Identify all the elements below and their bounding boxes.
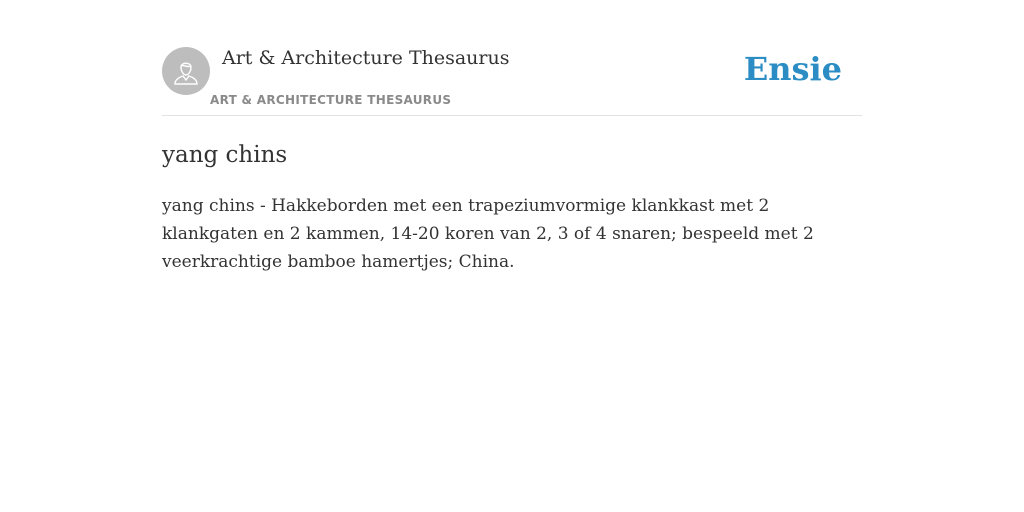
user-silhouette-icon bbox=[171, 56, 201, 86]
source-title[interactable]: Art & Architecture Thesaurus bbox=[222, 47, 510, 69]
entry-term: yang chins bbox=[162, 142, 288, 168]
page bbox=[162, 0, 862, 276]
ensie-logo[interactable]: Ensie bbox=[743, 50, 842, 88]
entry-definition: yang chins - Hakkeborden met een trapeziumvormige klankkast met 2 klankgaten en 2 kammen, 14-20 koren van 2, 3 of 4 snaren; bespeeld met 2 veerkrachtige bamboe hamertjes; China. bbox=[162, 196, 814, 272]
header bbox=[162, 46, 862, 116]
source-avatar[interactable] bbox=[162, 47, 210, 95]
source-subtitle[interactable]: ART & ARCHITECTURE THESAURUS bbox=[210, 93, 452, 107]
